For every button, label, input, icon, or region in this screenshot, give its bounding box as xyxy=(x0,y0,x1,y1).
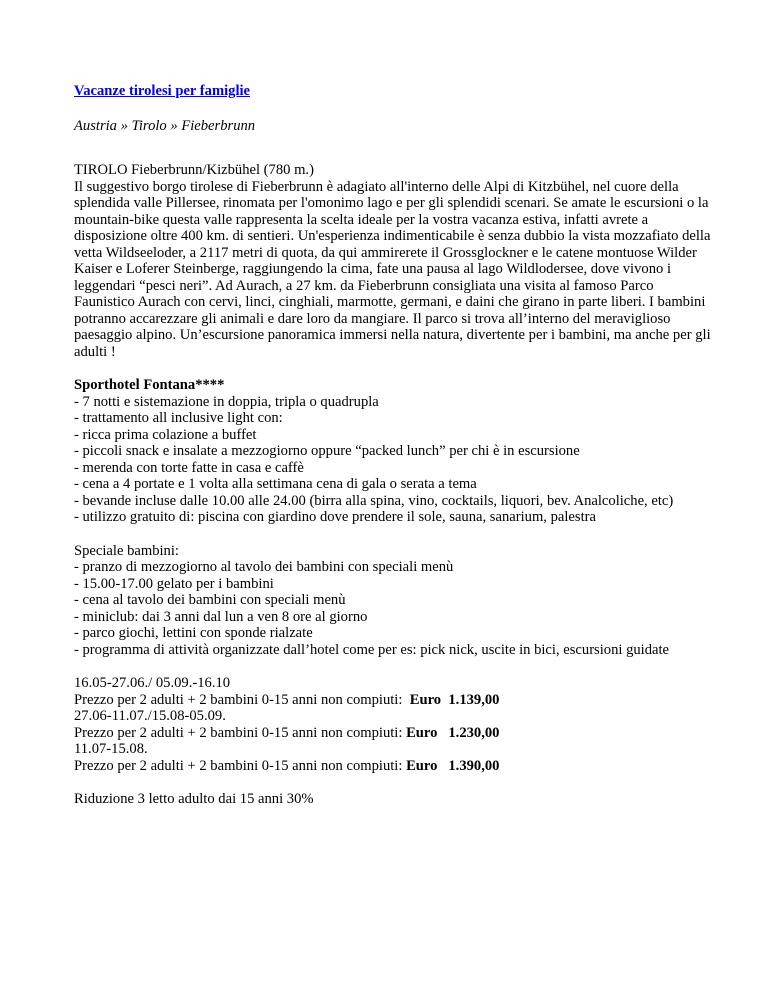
reduction-note: Riduzione 3 letto adulto dai 15 anni 30% xyxy=(74,791,314,807)
intro-line: paesaggio alpino. Un’escursione panoramica immersi nella natura, divertente per i bambini, ma anche per gli xyxy=(74,327,711,343)
kids-section xyxy=(74,543,744,659)
intro-line: adulti ! xyxy=(74,343,116,360)
kids-item: - miniclub: dai 3 anni dal lun a ven 8 ore al giorno xyxy=(74,608,368,625)
hotel-item: - merenda con torte fatte in casa e caffè xyxy=(74,459,304,476)
hotel-item: - trattamento all inclusive light con: xyxy=(74,410,283,426)
intro-line: leggendari “pesci neri”. Ad Aurach, a 27 km. da Fieberbrunn consigliata una visita al famoso Parco xyxy=(74,277,654,294)
hotel-item: - ricca prima colazione a buffet xyxy=(74,426,257,443)
kids-item: - pranzo di mezzogiorno al tavolo dei bambini con speciali menù xyxy=(74,559,454,575)
prices-section xyxy=(74,675,744,774)
intro-line: Faunistico Aurach con cervi, linci, cinghiali, marmotte, germani, e daini che girano in parte liberi. I bambini xyxy=(74,294,706,310)
hotel-item: - cena a 4 portate e 1 volta alla settimana cena di gala o serata a tema xyxy=(74,476,477,492)
price-period: 11.07-15.08. xyxy=(74,741,148,757)
price-row xyxy=(74,692,744,709)
price-amount: Euro 1.390,00 xyxy=(406,757,500,774)
price-amount: Euro 1.139,00 xyxy=(409,691,500,708)
price-row xyxy=(74,725,744,742)
intro-line: mountain-bike questa valle rappresenta la scelta ideale per la vostra vacanza estiva, infatti avrete a xyxy=(74,211,649,228)
intro-line: Il suggestivo borgo tirolese di Fieberbrunn è adagiato all'interno delle Alpi di Kitzbühel, nel cuore della xyxy=(74,178,679,195)
intro-line: splendida valle Pillersee, rinomata per l'omonimo lago e per gli splendidi scenari. Se amate le escursioni o la xyxy=(74,195,709,211)
price-row xyxy=(74,758,744,775)
price-label: Prezzo per 2 adulti + 2 bambini 0-15 anni non compiuti: xyxy=(74,691,410,708)
intro-paragraph xyxy=(74,162,744,360)
price-amount: Euro 1.230,00 xyxy=(406,724,500,741)
intro-line: vetta Wildseeloder, a 2117 metri di quota, da qui ammirerete il Grossglockner e le catene montuose Wilder xyxy=(74,244,697,261)
price-label: Prezzo per 2 adulti + 2 bambini 0-15 anni non compiuti: xyxy=(74,724,407,741)
price-period: 27.06-11.07./15.08-05.09. xyxy=(74,708,226,724)
kids-item: - programma di attività organizzate dall’hotel come per es: pick nick, uscite in bici, escursioni guidate xyxy=(74,641,670,658)
breadcrumb: Austria » Tirolo » Fieberbrunn xyxy=(74,117,256,134)
intro-line: Kaiser e Loferer Steinberge, raggiungendo la cima, fate una pausa al lago Wildlodersee, dove vivono i xyxy=(74,261,672,277)
kids-heading: Speciale bambini: xyxy=(74,542,179,559)
intro-line: TIROLO Fieberbrunn/Kizbühel (780 m.) xyxy=(74,162,314,178)
intro-line: disposizione oltre 400 km. di sentieri. Un'esperienza indimenticabile è senza dubbio la vista mozzafiato della xyxy=(74,228,711,244)
hotel-item: - bevande incluse dalle 10.00 alle 24.00 (birra alla spina, vino, cocktails, liquori, bev. Analcoliche, etc) xyxy=(74,492,674,509)
kids-item: - parco giochi, lettini con sponde rialzate xyxy=(74,625,313,641)
hotel-item: - piccoli snack e insalate a mezzogiorno oppure “packed lunch” per chi è in escursione xyxy=(74,443,580,459)
title-link[interactable]: Vacanze tirolesi per famiglie xyxy=(74,83,251,99)
price-label: Prezzo per 2 adulti + 2 bambini 0-15 anni non compiuti: xyxy=(74,757,407,774)
hotel-section xyxy=(74,377,744,526)
intro-line: potranno accarezzare gli animali e dare loro da mangiare. Il parco si trova all’interno del meraviglioso xyxy=(74,310,671,327)
document-body xyxy=(74,83,744,808)
hotel-item: - utilizzo gratuito di: piscina con giardino dove prendere il sole, sauna, sanarium, palestra xyxy=(74,509,596,525)
kids-item: - cena al tavolo dei bambini con speciali menù xyxy=(74,592,346,608)
price-period: 16.05-27.06./ 05.09.-16.10 xyxy=(74,675,231,691)
hotel-item: - 7 notti e sistemazione in doppia, tripla o quadrupla xyxy=(74,393,379,410)
kids-item: - 15.00-17.00 gelato per i bambini xyxy=(74,575,274,592)
hotel-name: Sporthotel Fontana**** xyxy=(74,377,225,393)
